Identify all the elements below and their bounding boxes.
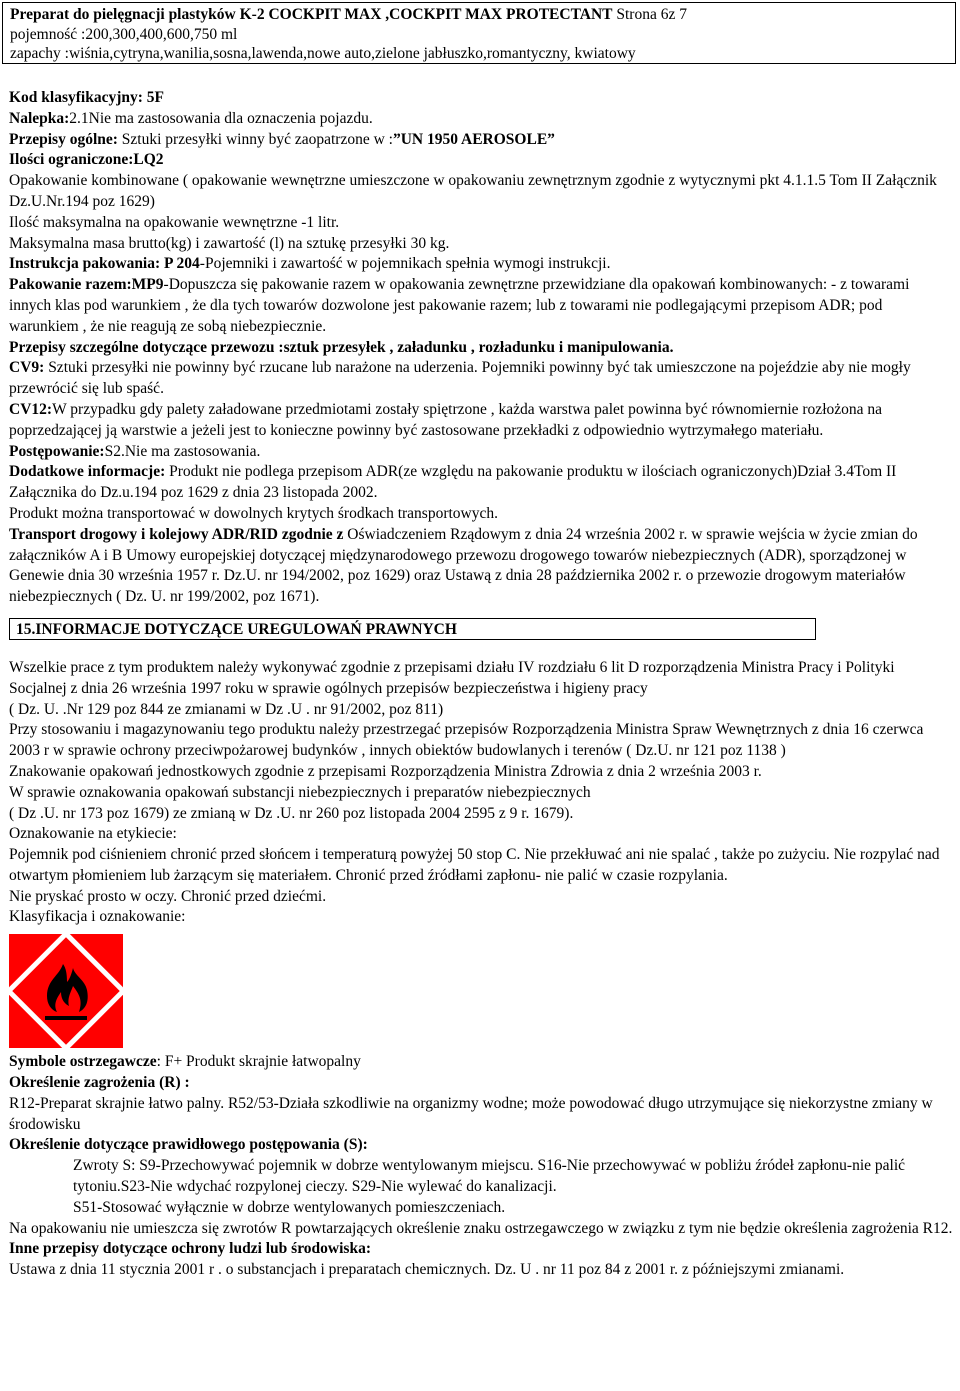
ilosc-maksymalna: Ilość maksymalna na opakowanie wewnętrzne -1 litr.: [9, 213, 340, 231]
header-line-3: zapachy :wiśnia,cytryna,wanilia,sosna,lawenda,nowe auto,zielone jabłuszko,romantyczny, kwiatowy: [10, 45, 636, 62]
page-content: [9, 88, 954, 1281]
pakowanie-razem: Pakowanie razem:MP9-Dopuszcza się pakowanie razem w opakowania zewnętrzne przewidziane dla opakowań kombinowanych: - z towarami innych klas pod warunkiem , że dla tych towarów dozwolone jest pakowanie razem; lub z towarami nie podlegającymi przepisom ADR; pod warunkiem , że nie reagują ze sobą niebezpiecznie.: [9, 276, 910, 335]
kod-klasyfikacyjny: Kod klasyfikacyjny: 5F: [9, 89, 165, 106]
zwroty-s51: S51-Stosować wyłącznie w dobrze wentylowanych pomieszczeniach.: [73, 1198, 506, 1216]
okreslenie-zagrozenia-label: Określenie zagrożenia (R) :: [9, 1074, 190, 1092]
nalepka: Nalepka:2.1Nie ma zastosowania dla oznaczenia pojazdu.: [9, 109, 373, 127]
paragraph-znakowanie: Znakowanie opakowań jednostkowych zgodnie z przepisami Rozporządzenia Ministra Zdrowia z dnia 2 września 2003 r.: [9, 762, 762, 780]
inne-przepisy: Inne przepisy dotyczące ochrony ludzi lub środowiska:: [9, 1240, 371, 1258]
cv9: CV9: Sztuki przesyłki nie powinny być rzucane lub narażone na uderzenia. Pojemniki powinny być tak umieszczone na pojeździe aby nie mogły przewrócić się lub spaść.: [9, 359, 911, 398]
paragraph-pojemnik: Pojemnik pod ciśnieniem chronić przed słońcem i temperaturą powyżej 50 stop C. Nie przekłuwać ani nie spalać , także po zużyciu. Nie rozpylać nad otwartym płomieniem lub żarzącym się materiałem. Chronić przed źródłami zapłonu- nie palić w czasie rozpylania.: [9, 846, 940, 884]
paragraph-dz-u-173: ( Dz .U. nr 173 poz 1679) ze zmianą w Dz .U. nr 260 poz listopada 2004 2595 z 9 r. 1679).: [9, 804, 574, 822]
paragraph-magazynowanie: Przy stosowaniu i magazynowaniu tego produktu należy przestrzegać przepisów Rozporządzenia Ministra Spraw Wewnętrznych z dnia 16 czerwca 2003 r w sprawie ochrony przeciwpożarowej budynków , innych obiektów budowlanych i terenów ( Dz.U. nr 121 poz 1138 ): [9, 721, 924, 760]
produkt-mozna: Produkt można transportować w dowolnych krytych środkach transportowych.: [9, 504, 498, 522]
header-line-1: [10, 5, 948, 25]
product-title: Preparat do pielęgnacji plastyków K-2 COCKPIT MAX ,COCKPIT MAX PROTECTANT: [10, 6, 613, 23]
paragraph-w-sprawie: W sprawie oznakowania opakowań substancji niebezpiecznych i preparatów niebezpiecznych: [9, 783, 591, 801]
cv12: CV12:W przypadku gdy palety załadowane przedmiotami zostały spiętrzone , każda warstwa palet powinna być równomiernie rozłożona na poprzedzającej ją warstwie a jeżeli jest to konieczne powinny być zastosowane przekładki z odpowiednio wytrzymałego materiału.: [9, 400, 883, 439]
okreslenie-zagrozenia-text: R12-Preparat skrajnie łatwo palny. R52/53-Działa szkodliwie na organizmy wodne; może powodować długo utrzymujące się niekorzystne zmiany w środowisku: [9, 1094, 933, 1133]
przepisy-ogolne: Przepisy ogólne: Sztuki przesyłki winny być zaopatrzone w :”UN 1950 AEROSOLE”: [9, 130, 555, 148]
header-line-2: pojemność :200,300,400,600,750 ml: [10, 25, 238, 43]
section-15-title: 15.INFORMACJE DOTYCZĄCE UREGULOWAŃ PRAWNYCH: [9, 618, 816, 640]
page-number: Strona 6z 7: [612, 6, 687, 23]
ilosci-ograniczone: Ilości ograniczone:LQ2: [9, 151, 164, 169]
symbole-ostrzegawcze: Symbole ostrzegawcze: F+ Produkt skrajnie łatwopalny: [9, 1053, 361, 1071]
ustawa: Ustawa z dnia 11 stycznia 2001 r . o substancjach i preparatach chemicznych. Dz. U . nr 11 poz 84 z 2001 r. z późniejszymi zmianami.: [9, 1261, 845, 1279]
paragraph-klasyfikacja: Klasyfikacja i oznakowanie:: [9, 908, 186, 926]
paragraph-prace: Wszelkie prace z tym produktem należy wykonywać zgodnie z przepisami działu IV rozdziału 6 lit D rozporządzenia Ministra Pracy i Polityki Socjalnej z dnia 26 września 1997 roku w sprawie ogólnych przepisów bezpieczeństwa i higieny pracy: [9, 658, 895, 697]
okreslenie-postepowania-label: Określenie dotyczące prawidłowego postępowania (S):: [9, 1136, 368, 1154]
paragraph-dz-u-129: ( Dz. U. .Nr 129 poz 844 ze zmianami w Dz .U . nr 91/2002, poz 811): [9, 700, 444, 718]
paragraph-oznakowanie: Oznakowanie na etykiecie:: [9, 825, 177, 843]
dodatkowe-informacje: Dodatkowe informacje: Produkt nie podlega przepisom ADR(ze względu na pakowanie produktu w ilościach ograniczonych)Dział 3.4Tom II Załącznika do Dz.u.194 poz 1629 z dnia 23 listopada 2002.: [9, 463, 897, 502]
transport-drogowy: Transport drogowy i kolejowy ADR/RID zgodnie z Oświadczeniem Rządowym z dnia 24 września 2002 r. w sprawie wejścia w życie zmian do załączników A i B Umowy europejskiej dotyczącej międzynarodowego przewozu drogowego towarów niebezpiecznych (ADR), sporządzonej w Genewie dnia 30 września 1957 r. Dz.U. nr 194/2002, poz 1629) oraz Ustawą z dnia 28 października 2002 r. o przewozie drogowym materiałów niebezpiecznych ( Dz. U. nr 199/2002, poz 1671).: [9, 525, 918, 606]
przepisy-szczegolne: Przepisy szczególne dotyczące przewozu :sztuk przesyłek , załadunku , rozładunku i manipulowania.: [9, 338, 674, 356]
opakowanie-kombinowane: Opakowanie kombinowane ( opakowanie wewnętrzne umieszczone w opakowaniu zewnętrznym zgodnie z wytycznymi pkt 4.1.1.5 Tom II Załącznik Dz.U.Nr.194 poz 1629): [9, 172, 937, 210]
zwroty-s: Zwroty S: S9-Przechowywać pojemnik w dobrze wentylowanym miejscu. S16-Nie przechowywać w pobliżu źródeł zapłonu-nie palić tytoniu.S23-Nie wdychać rozpylonej cieczy. S29-Nie wylewać do kanalizacji.: [73, 1157, 906, 1196]
postepowanie: Postępowanie:S2.Nie ma zastosowania.: [9, 442, 261, 460]
masa-maksymalna: Maksymalna masa brutto(kg) i zawartość (l) na sztukę przesyłki 30 kg.: [9, 234, 450, 252]
instrukcja-pakowania: Instrukcja pakowania: P 204-Pojemniki i zawartość w pojemnikach spełnia wymogi instrukcji.: [9, 255, 611, 273]
flammable-pictogram-icon: [9, 934, 123, 1048]
paragraph-nie-pryskac: Nie pryskać prosto w oczy. Chronić przed dziećmi.: [9, 887, 327, 905]
paragraph-na-opakowaniu: Na opakowaniu nie umieszcza się zwrotów R powtarzających określenie znaku ostrzegawczego w związku z tym nie będzie określenia zagrożenia R12.: [9, 1219, 953, 1237]
document-header: [2, 2, 956, 64]
